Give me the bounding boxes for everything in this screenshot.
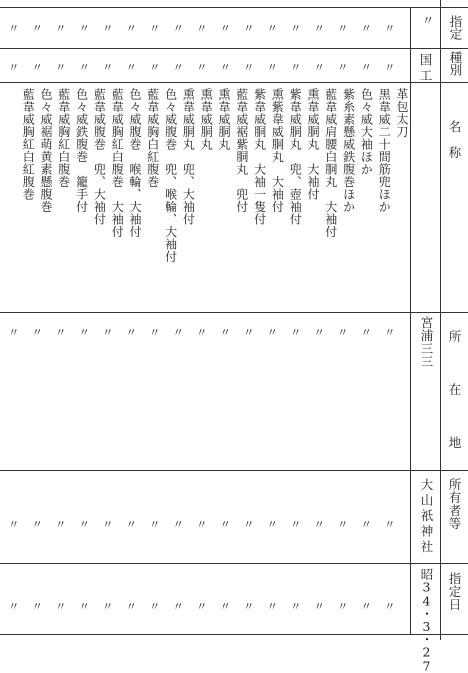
entry-location: 宮浦三三	[419, 316, 434, 368]
name-entry: 色々威裾萌黄素懸腹巻	[39, 88, 53, 213]
ditto-mark: 〃	[337, 326, 349, 339]
ditto-mark: 〃	[102, 22, 114, 35]
ditto-mark: 〃	[337, 61, 349, 74]
ditto-mark: 〃	[78, 326, 90, 339]
name-entry: 藍韋威肩腰白胴丸 大袖付	[323, 88, 338, 238]
ditto-mark: 〃	[290, 600, 302, 613]
ditto-mark: 〃	[125, 61, 137, 74]
ditto-mark: 〃	[102, 600, 114, 613]
header-column-divider	[440, 0, 441, 640]
table-top-border	[0, 7, 468, 8]
ditto-mark: 〃	[196, 600, 208, 613]
name-entry: 色々威鉄腹巻 籠手付	[74, 88, 89, 213]
ditto-mark: 〃	[266, 326, 278, 339]
ditto-mark: 〃	[313, 22, 325, 35]
ditto-mark: 〃	[31, 61, 43, 74]
ditto-mark: 〃	[55, 326, 67, 339]
ditto-row-designation	[2, 20, 402, 36]
ditto-row-location	[2, 324, 402, 340]
name-entry: 熏韋威胴丸	[217, 88, 231, 151]
ditto-mark: 〃	[266, 61, 278, 74]
ditto-mark: 〃	[360, 61, 372, 74]
ditto-mark: 〃	[243, 600, 255, 613]
name-entry: 熏韋威胴丸 兜、大袖付	[181, 88, 196, 226]
ditto-mark: 〃	[172, 61, 184, 74]
name-entry: 紫糸素懸威鉄腹巻ほか	[341, 88, 356, 213]
row-divider-owner	[0, 563, 468, 564]
header-location: 所 在 地	[447, 330, 462, 463]
ditto-row-date	[2, 598, 402, 614]
ditto-row-owner	[2, 516, 402, 532]
name-entry: 熏韋威胴丸 大袖付	[306, 88, 320, 201]
name-entry: 色々威大袖ほか	[359, 88, 374, 176]
ditto-mark: 〃	[31, 600, 43, 613]
ditto-mark: 〃	[243, 518, 255, 531]
ditto-mark: 〃	[172, 326, 184, 339]
ditto-mark: 〃	[55, 61, 67, 74]
name-entry: 藍韋威胸白紅腹巻	[145, 88, 160, 188]
entry-owner: 大山祇神社	[419, 478, 434, 556]
ditto-mark: 〃	[149, 518, 161, 531]
ditto-mark: 〃	[219, 22, 231, 35]
ditto-mark: 〃	[384, 22, 396, 35]
row-divider-name	[0, 312, 468, 313]
header-category: 種別	[448, 51, 463, 76]
ditto-mark: 〃	[102, 518, 114, 531]
ditto-mark: 〃	[360, 22, 372, 35]
ditto-mark: 〃	[313, 600, 325, 613]
ditto-mark: 〃	[8, 600, 20, 613]
ditto-mark: 〃	[55, 600, 67, 613]
name-entry: 紫韋威胴丸 大袖一隻付	[252, 88, 267, 226]
ditto-mark: 〃	[219, 518, 231, 531]
ditto-mark: 〃	[290, 518, 302, 531]
ditto-mark: 〃	[149, 326, 161, 339]
ditto-mark: 〃	[31, 326, 43, 339]
ditto-mark: 〃	[196, 61, 208, 74]
ditto-mark: 〃	[196, 22, 208, 35]
entry-date: 昭34・3・27	[419, 568, 434, 673]
ditto-mark: 〃	[102, 326, 114, 339]
ditto-mark: 〃	[8, 518, 20, 531]
ditto-mark: 〃	[219, 326, 231, 339]
ditto-mark: 〃	[384, 518, 396, 531]
ditto-mark: 〃	[8, 61, 20, 74]
ditto-mark: 〃	[125, 22, 137, 35]
name-entry: 藍韋威裾紫胴丸 兜付	[234, 88, 249, 213]
name-entry: 藍韋威腹巻 兜、大袖付	[92, 88, 107, 226]
ditto-mark: 〃	[31, 22, 43, 35]
ditto-mark: 〃	[8, 326, 20, 339]
ditto-mark: 〃	[219, 600, 231, 613]
ditto-mark: 〃	[290, 326, 302, 339]
name-entry: 革包太刀	[395, 88, 409, 138]
ditto-mark: 〃	[290, 61, 302, 74]
name-entry: 藍韋威胸紅白紅腹巻	[21, 88, 36, 201]
ditto-mark: 〃	[55, 518, 67, 531]
entry-column-divider	[410, 7, 411, 634]
ditto-mark: 〃	[360, 326, 372, 339]
ditto-mark: 〃	[78, 600, 90, 613]
ditto-mark: 〃	[125, 600, 137, 613]
name-entry: 紫韋威胴丸 兜、壺袖付	[288, 88, 303, 226]
ditto-row-category	[2, 59, 402, 75]
ditto-mark: 〃	[149, 22, 161, 35]
ditto-mark: 〃	[266, 518, 278, 531]
ditto-mark: 〃	[8, 22, 20, 35]
ditto-mark: 〃	[78, 22, 90, 35]
name-entry: 熏紫韋威胴丸 大袖付	[270, 88, 285, 213]
ditto-mark: 〃	[290, 22, 302, 35]
ditto-mark: 〃	[125, 326, 137, 339]
ditto-mark: 〃	[266, 600, 278, 613]
name-entry: 藍韋威胸紅白腹巻	[56, 88, 71, 188]
ditto-mark: 〃	[266, 22, 278, 35]
name-entry: 熏韋威胴丸	[199, 88, 214, 151]
row-divider-location	[0, 470, 468, 471]
ditto-mark: 〃	[360, 600, 372, 613]
ditto-mark: 〃	[243, 61, 255, 74]
ditto-mark: 〃	[337, 518, 349, 531]
name-entry: 藍韋威胸紅白腹巻 大袖付	[110, 88, 125, 238]
header-name: 名 称	[447, 120, 462, 159]
ditto-mark: 〃	[31, 518, 43, 531]
ditto-mark: 〃	[149, 600, 161, 613]
table-bottom-border	[0, 634, 468, 635]
ditto-mark: 〃	[78, 61, 90, 74]
ditto-mark: 〃	[125, 518, 137, 531]
ditto-mark: 〃	[243, 326, 255, 339]
ditto-mark: 〃	[78, 518, 90, 531]
ditto-mark: 〃	[196, 326, 208, 339]
ditto-mark: 〃	[384, 600, 396, 613]
ditto-mark: 〃	[337, 600, 349, 613]
ditto-mark: 〃	[102, 61, 114, 74]
name-entry: 色々威腹巻 喉輪、大袖付	[128, 88, 142, 238]
row-divider-category	[0, 82, 468, 83]
ditto-mark: 〃	[196, 518, 208, 531]
ditto-mark: 〃	[172, 600, 184, 613]
entry-designation-ditto: 〃	[420, 14, 435, 27]
ditto-mark: 〃	[219, 61, 231, 74]
header-date: 指定日	[447, 572, 462, 611]
ditto-mark: 〃	[313, 61, 325, 74]
ditto-mark: 〃	[384, 326, 396, 339]
ditto-mark: 〃	[243, 22, 255, 35]
ditto-mark: 〃	[313, 518, 325, 531]
header-designation: 指定	[448, 15, 463, 40]
name-entry: 色々威腹巻 兜、喉輪、大袖付	[163, 88, 178, 263]
ditto-mark: 〃	[360, 518, 372, 531]
header-owner: 所有者等	[447, 478, 462, 530]
ditto-mark: 〃	[313, 326, 325, 339]
ditto-mark: 〃	[384, 61, 396, 74]
ditto-mark: 〃	[172, 22, 184, 35]
ditto-mark: 〃	[337, 22, 349, 35]
name-entry: 黒韋威二十間筋兜ほか	[377, 88, 392, 213]
ditto-mark: 〃	[149, 61, 161, 74]
ditto-mark: 〃	[55, 22, 67, 35]
row-divider-designation	[0, 48, 468, 49]
ditto-mark: 〃	[172, 518, 184, 531]
entry-category-text: 国 工	[419, 52, 445, 83]
